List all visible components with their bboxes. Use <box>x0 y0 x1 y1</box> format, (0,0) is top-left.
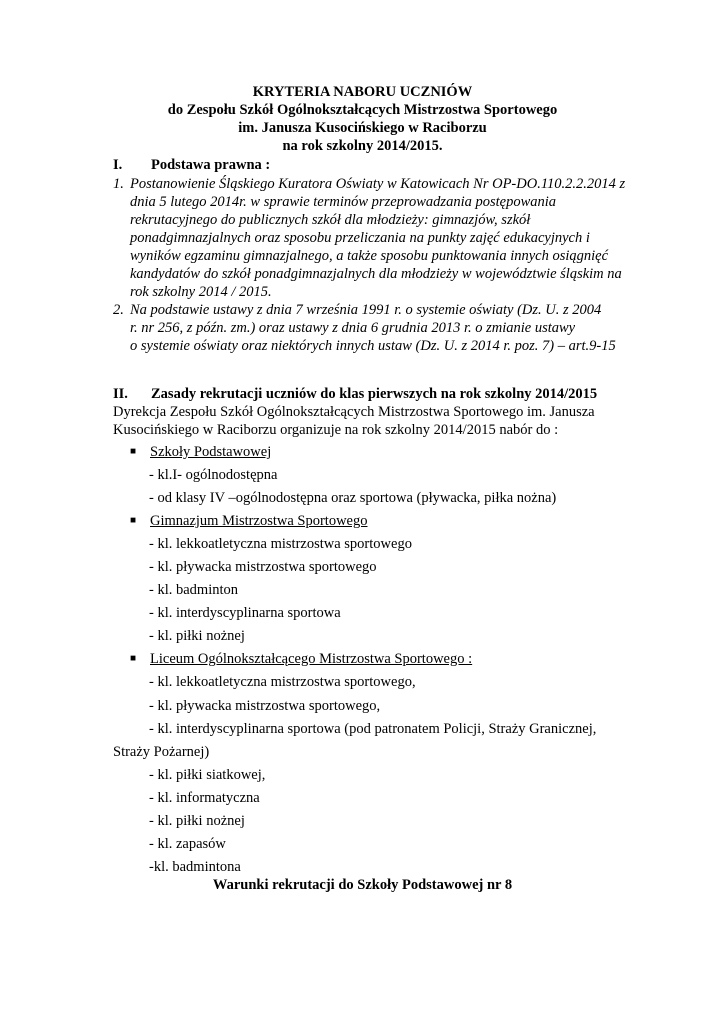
section-2-heading <box>113 385 597 403</box>
legal-item-1-line: wyników egzaminu gimnazjalnego, a także sposobu punktowania innych osiągnięć <box>130 248 609 264</box>
legal-item-1-line: rok szkolny 2014 / 2015. <box>130 284 272 300</box>
legal-item-2-line: Na podstawie ustawy z dnia 7 września 1991 r. o systemie oświaty (Dz. U. z 2004 <box>130 302 602 318</box>
school-lyceum-name: Liceum Ogólnokształcącego Mistrzostwa Sportowego : <box>150 651 473 667</box>
class-item: - kl. pływacka mistrzostwa sportowego, <box>149 698 381 714</box>
section-heading-primary-school-conditions: Warunki rekrutacji do Szkoły Podstawowej nr 8 <box>212 877 513 893</box>
section-1-title: Podstawa prawna : <box>151 157 271 173</box>
bullet-icon: ■ <box>130 446 137 457</box>
section-1-heading <box>113 156 270 174</box>
bullet-icon: ■ <box>130 653 137 664</box>
section-2-title: Zasady rekrutacji uczniów do klas pierwszych na rok szkolny 2014/2015 <box>151 386 598 402</box>
title-line-3: im. Janusza Kusocińskiego w Raciborzu <box>238 120 487 136</box>
legal-item-2-number: 2. <box>113 302 124 318</box>
legal-item-1 <box>113 175 633 301</box>
section-2-number: II. <box>113 386 128 402</box>
legal-basis-list <box>113 175 633 355</box>
title-line-1: KRYTERIA NABORU UCZNIÓW <box>252 84 473 100</box>
section-2-intro <box>113 403 595 439</box>
class-item: - kl. piłki nożnej <box>149 628 245 644</box>
class-item: - kl. interdyscyplinarna sportowa <box>149 605 341 621</box>
class-item: - od klasy IV –ogólnodostępna oraz sportowa (pływacka, piłka nożna) <box>149 490 557 506</box>
legal-item-1-line: ponadgimnazjalnych oraz sposobu przeliczania na punkty zajęć edukacyjnych i <box>130 230 590 246</box>
class-item: - kl. piłki nożnej <box>149 813 245 829</box>
class-item: - kl. zapasów <box>149 836 226 852</box>
class-item: - kl. badminton <box>149 582 239 598</box>
class-item-continuation: Straży Pożarnej) <box>113 744 210 760</box>
legal-item-2-line: o systemie oświaty oraz niektórych innych ustaw (Dz. U. z 2014 r. poz. 7) – art.9-15 <box>130 338 616 354</box>
school-primary-name: Szkoły Podstawowej <box>150 444 272 460</box>
section-1-number: I. <box>113 157 123 173</box>
class-item: - kl. pływacka mistrzostwa sportowego <box>149 559 377 575</box>
class-item: -kl. badmintona <box>149 859 241 875</box>
legal-item-1-line: Postanowienie Śląskiego Kuratora Oświaty w Katowicach Nr OP-DO.110.2.2.2014 z <box>130 176 626 192</box>
class-item: - kl.I- ogólnodostępna <box>149 467 278 483</box>
legal-item-1-line: dnia 5 lutego 2014r. w sprawie terminów przeprowadzania postępowania <box>130 194 557 210</box>
legal-item-1-line: kandydatów do szkół ponadgimnazjalnych dla młodzieży w województwie śląskim na <box>130 266 622 282</box>
class-item: - kl. informatyczna <box>149 790 260 806</box>
legal-item-1-number: 1. <box>113 176 124 192</box>
class-item: - kl. piłki siatkowej, <box>149 767 266 783</box>
intro-line-2: Kusocińskiego w Raciborzu organizuje na rok szkolny 2014/2015 nabór do : <box>113 422 559 438</box>
school-gymnasium-name: Gimnazjum Mistrzostwa Sportowego <box>150 513 368 529</box>
legal-item-1-line: rekrutacyjnego do publicznych szkół dla młodzieży: gimnazjów, szkół <box>130 212 531 228</box>
title-line-4: na rok szkolny 2014/2015. <box>282 138 443 154</box>
title-line-2: do Zespołu Szkół Ogólnokształcących Mistrzostwa Sportowego <box>167 102 558 118</box>
bullet-icon: ■ <box>130 515 137 526</box>
intro-line-1: Dyrekcja Zespołu Szkół Ogólnokształcących Mistrzostwa Sportowego im. Janusza <box>113 404 595 420</box>
class-item: - kl. lekkoatletyczna mistrzostwa sportowego, <box>149 674 416 690</box>
class-item: - kl. interdyscyplinarna sportowa (pod patronatem Policji, Straży Granicznej, <box>149 721 597 737</box>
legal-item-2-line: r. nr 256, z późn. zm.) oraz ustawy z dnia 6 grudnia 2013 r. o zmianie ustawy <box>130 320 576 336</box>
legal-item-2 <box>113 301 633 355</box>
document-title <box>0 83 725 155</box>
class-item: - kl. lekkoatletyczna mistrzostwa sportowego <box>149 536 412 552</box>
